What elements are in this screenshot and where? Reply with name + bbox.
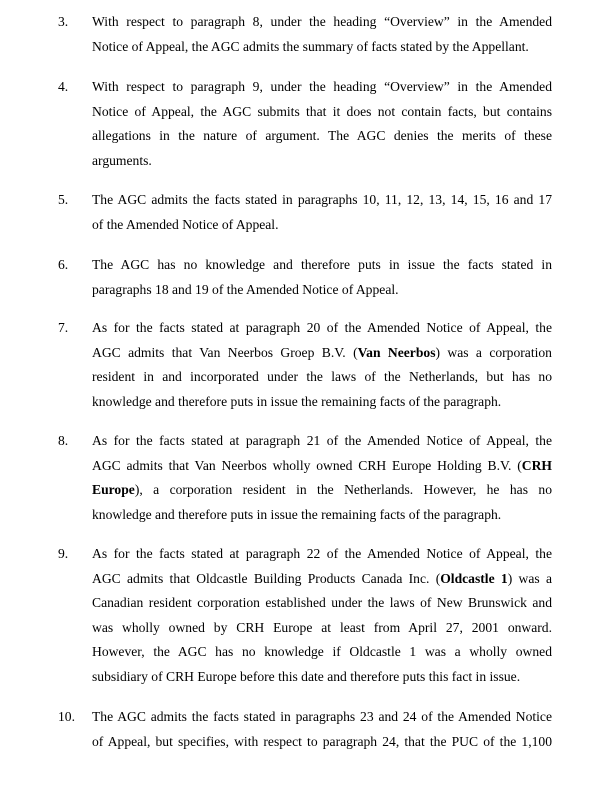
paragraph-line: allegations in the nature of argument. The AGC denies the merits of these	[92, 128, 552, 143]
defined-term: Europe	[92, 482, 135, 497]
paragraph-line: As for the facts stated at paragraph 21 of the Amended Notice of Appeal, the	[92, 433, 552, 448]
defined-term: Van Neerbos	[357, 344, 436, 360]
paragraph-number: 8.	[58, 433, 69, 448]
paragraph-text	[92, 75, 552, 173]
paragraph-line: With respect to paragraph 8, under the heading “Overview” in the Amended	[92, 14, 552, 29]
text-segment: ), a corporation resident in the Netherlands. However, he has no	[134, 482, 552, 497]
paragraph-number: 10.	[58, 709, 75, 724]
paragraph-line	[92, 567, 552, 592]
text-segment: AGC admits that Oldcastle Building Products Canada Inc. (	[92, 570, 441, 586]
paragraph-text	[92, 188, 552, 237]
paragraph-line: was wholly owned by CRH Europe at least from April 27, 2001 onward.	[92, 619, 552, 635]
paragraph-number: 6.	[58, 257, 69, 272]
paragraph-line: of the Amended Notice of Appeal.	[92, 216, 279, 232]
paragraph-line: The AGC admits the facts stated in paragraphs 23 and 24 of the Amended Notice	[92, 709, 552, 724]
paragraph-line: arguments.	[92, 152, 152, 168]
paragraph-line	[92, 478, 552, 503]
paragraph-text	[92, 705, 552, 754]
paragraph-number: 3.	[58, 14, 69, 29]
paragraph-number: 5.	[58, 192, 69, 207]
paragraph-text	[92, 429, 552, 527]
paragraph-line: The AGC admits the facts stated in paragraphs 10, 11, 12, 13, 14, 15, 16 and 17	[92, 192, 552, 207]
paragraph-line: of Appeal, but specifies, with respect to paragraph 24, that the PUC of the 1,100	[92, 733, 552, 749]
paragraph-number: 9.	[58, 546, 69, 561]
paragraph-line: paragraphs 18 and 19 of the Amended Notice of Appeal.	[92, 281, 399, 297]
paragraph-line: knowledge and therefore puts in issue the remaining facts of the paragraph.	[92, 506, 502, 522]
paragraph-text	[92, 316, 552, 414]
paragraph-line	[92, 341, 552, 366]
paragraph-line: As for the facts stated at paragraph 20 of the Amended Notice of Appeal, the	[92, 320, 552, 335]
paragraph-text	[92, 10, 552, 59]
paragraph-line: With respect to paragraph 9, under the heading “Overview” in the Amended	[92, 79, 552, 94]
paragraph-line: However, the AGC has no knowledge if Oldcastle 1 was a wholly owned	[92, 644, 552, 659]
paragraph-line: subsidiary of CRH Europe before this date and therefore puts this fact in issue.	[92, 668, 521, 684]
text-segment: AGC admits that Van Neerbos wholly owned CRH Europe Holding B.V. (	[92, 457, 522, 473]
paragraph-line	[92, 454, 552, 479]
paragraph-line: Notice of Appeal, the AGC submits that it does not contain facts, but contains	[92, 103, 552, 119]
paragraph-number: 7.	[58, 320, 69, 335]
defined-term: Oldcastle 1	[440, 570, 508, 586]
paragraph-line: resident in and incorporated under the laws of the Netherlands, but has no	[92, 369, 552, 384]
paragraph-number: 4.	[58, 79, 69, 94]
defined-term: CRH	[521, 457, 552, 473]
paragraph-line: Notice of Appeal, the AGC admits the summary of facts stated by the Appellant.	[92, 38, 529, 54]
paragraph-line: The AGC has no knowledge and therefore puts in issue the facts stated in	[92, 257, 552, 272]
text-segment: ) was a	[507, 570, 552, 586]
text-segment: AGC admits that Van Neerbos Groep B.V. (	[92, 344, 358, 360]
paragraph-line: knowledge and therefore puts in issue the remaining facts of the paragraph.	[92, 393, 502, 409]
paragraph-text	[92, 542, 552, 689]
paragraph-line: As for the facts stated at paragraph 22 of the Amended Notice of Appeal, the	[92, 546, 552, 561]
paragraph-text	[92, 253, 552, 302]
paragraph-line: Canadian resident corporation established under the laws of New Brunswick and	[92, 595, 552, 610]
text-segment: ) was a corporation	[435, 344, 552, 360]
